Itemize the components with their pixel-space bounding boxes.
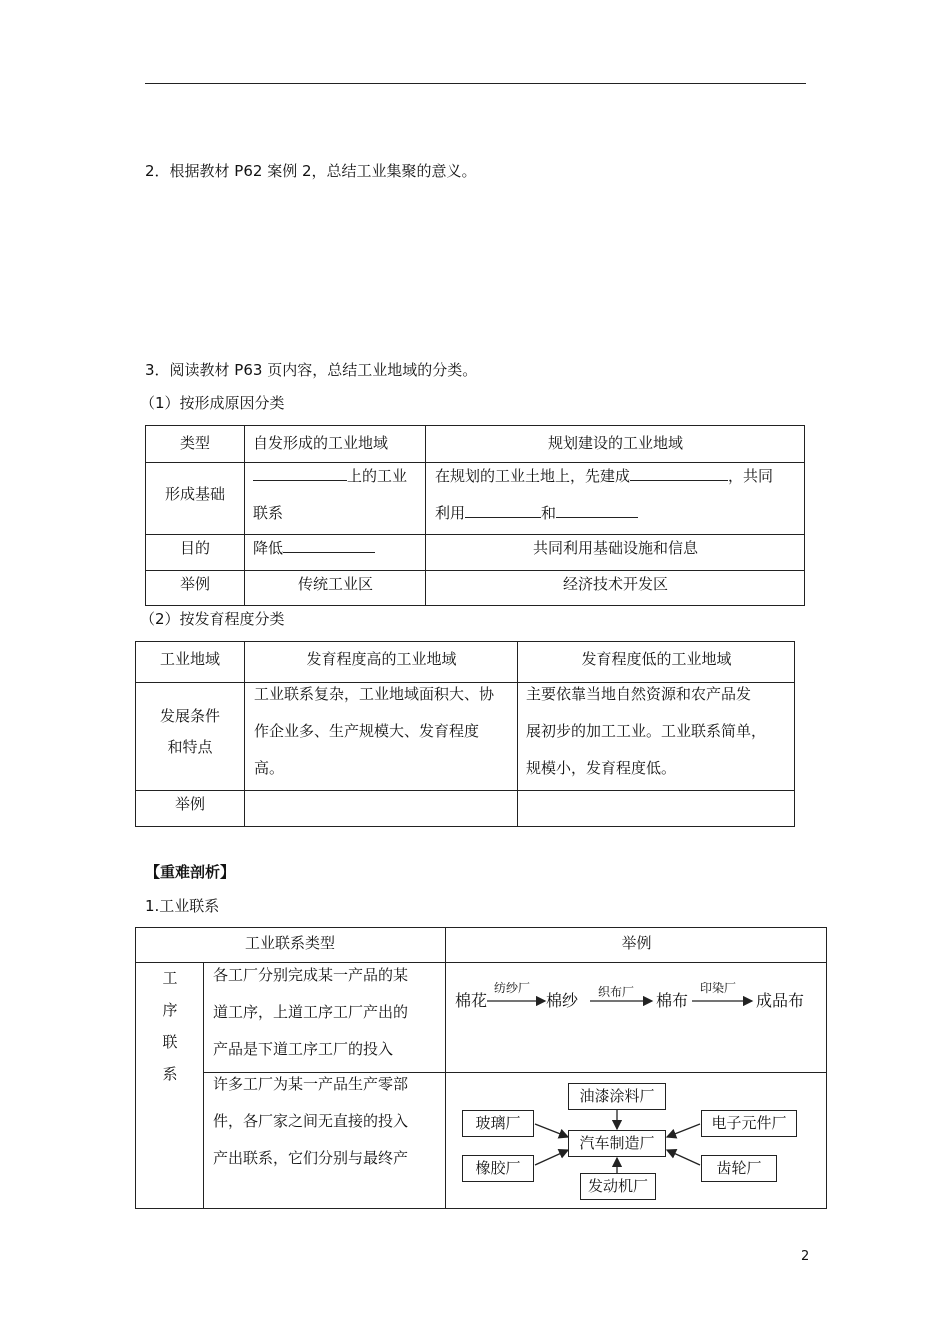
question-3: 3．阅读教材 P63 页内容，总结工业地域的分类。: [145, 361, 478, 379]
t1-goal-planned: 共同利用基础设施和信息: [532, 539, 698, 557]
flow-edge-weaving: 织布厂: [598, 985, 635, 999]
question-2: 2．根据教材 P62 案例 2，总结工业集聚的意义。: [145, 162, 477, 180]
t3-vertical-label: 工 序 联 系: [162, 969, 178, 1083]
subheading-formation: （1）按形成原因分类: [140, 394, 285, 412]
t1-basis-planned-line1: 在规划的工业土地上，先建成 ，共同: [426, 458, 805, 495]
arrow-gear-to-car: [667, 1150, 700, 1165]
t1-goal-spontaneous: 降低: [245, 530, 426, 567]
t1-basis-spontaneous-line2: 联系: [253, 504, 284, 522]
box-gear-factory: 齿轮厂: [701, 1155, 777, 1182]
t2-low-line1: 主要依靠当地自然资源和农产品发: [526, 685, 752, 703]
t3-row2-line3: 产出联系，它们分别与最终产: [213, 1149, 409, 1167]
t3-row1-line1: 各工厂分别完成某一产品的某: [213, 966, 409, 984]
arrow-glass-to-car: [535, 1124, 568, 1137]
t1-header-type: 类型: [179, 434, 210, 452]
box-electronics-factory: 电子元件厂: [701, 1110, 797, 1137]
subheading-development: （2）按发育程度分类: [140, 610, 285, 628]
t3-header-type: 工业联系类型: [244, 934, 335, 952]
t2-label-cond-1: 发展条件: [159, 707, 220, 725]
t2-high-line2: 作企业多、生产规模大、发育程度: [254, 722, 480, 740]
t1-label-goal: 目的: [179, 539, 210, 557]
t2-low-line2: 展初步的加工工业。工业联系简单，: [526, 722, 767, 740]
box-engine-factory: 发动机厂: [580, 1173, 656, 1200]
flow-node-finished-cloth: 成品布: [756, 991, 805, 1010]
arrow-electronics-to-car: [667, 1124, 700, 1137]
t3-row2-line2: 件，各厂家之间无直接的投入: [213, 1112, 409, 1130]
item-industrial-linkage: 1.工业联系: [145, 897, 220, 915]
t2-high-line3: 高。: [254, 759, 285, 777]
arrow-rubber-to-car: [535, 1150, 568, 1165]
box-paint-factory: 油漆涂料厂: [568, 1083, 666, 1110]
flow-edge-spinning: 纺纱厂: [494, 981, 531, 995]
box-glass-factory: 玻璃厂: [462, 1110, 534, 1137]
section-title: 【重难剖析】: [145, 863, 236, 881]
t1-example-spontaneous: 传统工业区: [297, 575, 373, 593]
t1-label-example: 举例: [179, 575, 210, 593]
t2-high-line1: 工业联系复杂，工业地域面积大、协: [254, 685, 495, 703]
t1-label-basis: 形成基础: [164, 485, 225, 503]
t3-row1-line3: 产品是下道工序工厂的投入: [213, 1040, 394, 1058]
flow-edge-dyeing: 印染厂: [700, 981, 737, 995]
box-rubber-factory: 橡胶厂: [462, 1155, 534, 1182]
t2-header-low: 发育程度低的工业地域: [581, 650, 732, 668]
t1-example-planned: 经济技术开发区: [562, 575, 668, 593]
t3-row2-line1: 许多工厂为某一产品生产零部: [213, 1075, 409, 1093]
flow-node-cotton: 棉花: [455, 991, 488, 1010]
t2-header-high: 发育程度高的工业地域: [306, 650, 457, 668]
t3-row1-line2: 道工序，上道工序工厂产出的: [213, 1003, 409, 1021]
t2-low-line3: 规模小，发育程度低。: [526, 759, 677, 777]
t2-label-example: 举例: [174, 795, 205, 813]
t1-basis-planned-line2: 利用 和: [426, 495, 805, 532]
flow-node-cloth: 棉布: [656, 991, 689, 1010]
flow-node-yarn: 棉纱: [546, 991, 579, 1010]
t1-header-spontaneous: 自发形成的工业地域: [253, 434, 389, 452]
t2-label-cond-2: 和特点: [167, 738, 213, 756]
t2-header-region: 工业地域: [159, 650, 220, 668]
page-number: 2: [801, 1249, 810, 1264]
t1-basis-spontaneous-line1: 上的工业: [245, 458, 426, 495]
box-car-factory: 汽车制造厂: [568, 1130, 666, 1157]
t1-header-planned: 规划建设的工业地域: [547, 434, 683, 452]
t3-header-example: 举例: [621, 934, 652, 952]
